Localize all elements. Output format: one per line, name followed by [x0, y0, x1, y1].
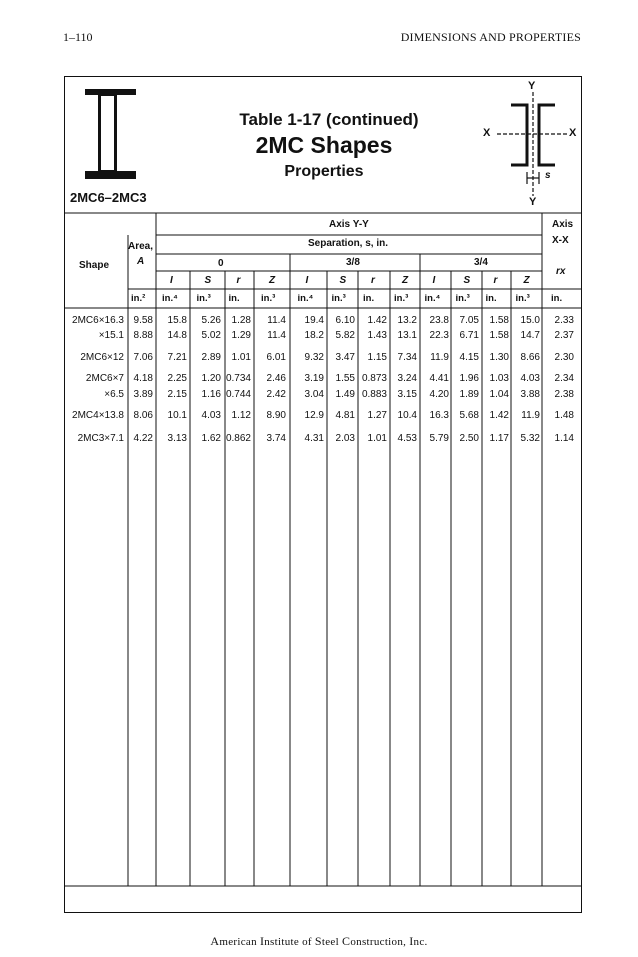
page-number: 1–110	[63, 30, 93, 44]
table-cell: 12.9	[304, 410, 324, 421]
property-header: r	[236, 275, 241, 286]
shape-designation: ×6.5	[104, 389, 124, 400]
table-cell: 11.4	[267, 315, 286, 326]
table-cell: 1.55	[335, 373, 355, 384]
table-cell: 4.31	[304, 433, 324, 444]
property-header: S	[339, 275, 347, 286]
table-cell: 2.30	[554, 352, 574, 363]
table-cell: 4.03	[520, 373, 540, 384]
table-cell: 14.8	[167, 330, 187, 341]
table-cell: 15.0	[520, 315, 540, 326]
unit-header: in.³	[196, 293, 211, 304]
table-cell: 1.49	[335, 389, 355, 400]
unit-header: in.³	[515, 293, 530, 304]
table-cell: 4.15	[459, 352, 479, 363]
table-cell: 3.24	[397, 373, 417, 384]
table-cell: 4.18	[133, 373, 153, 384]
table-cell: 5.02	[201, 330, 221, 341]
table-cell: 2.42	[266, 389, 286, 400]
unit-header: in.	[363, 293, 375, 304]
shape-designation: 2MC3×7.1	[77, 433, 124, 444]
table-cell: 1.27	[367, 410, 387, 421]
unit-header: in.⁴	[162, 293, 178, 304]
unit-header: in.	[228, 293, 240, 304]
table-cell: 3.88	[520, 389, 540, 400]
property-header: r	[371, 275, 375, 286]
table-cell: 7.34	[397, 352, 417, 363]
table-cell: 5.68	[459, 410, 479, 421]
table-cell: 3.47	[335, 352, 355, 363]
shape-designation: 2MC4×13.8	[72, 410, 124, 421]
shape-designation: ×15.1	[98, 330, 124, 341]
separation-header: Separation, s, in.	[308, 238, 389, 249]
table-cell: 2.03	[335, 433, 355, 444]
table-cell: 8.66	[520, 352, 540, 363]
table-cell: 2.25	[167, 373, 187, 384]
table-cell: 1.62	[201, 433, 221, 444]
sep-0-header: 0	[218, 258, 224, 269]
unit-header: in.	[551, 293, 563, 304]
table-cell: 7.06	[133, 352, 153, 363]
area-header: Area,	[128, 241, 154, 252]
table-cell: 4.20	[429, 389, 449, 400]
property-header: S	[463, 275, 471, 286]
table-cell: 5.26	[201, 315, 221, 326]
table-cell: 0.862	[225, 433, 251, 444]
property-header: Z	[523, 275, 530, 286]
table-cell: 7.21	[167, 352, 187, 363]
table-cell: 3.74	[266, 433, 286, 444]
table-cell: 0.744	[225, 389, 251, 400]
table-cell: 0.873	[361, 373, 387, 384]
x-axis-label-right: X	[569, 127, 577, 139]
shape-designation: 2MC6×12	[80, 352, 124, 363]
table-cell: 1.42	[367, 315, 387, 326]
table-cell: 10.1	[167, 410, 187, 421]
table-cell: 1.20	[201, 373, 221, 384]
table-cell: 4.81	[335, 410, 355, 421]
table-cell: 6.01	[266, 352, 286, 363]
table-cell: 5.32	[520, 433, 540, 444]
table-cell: 13.1	[397, 330, 417, 341]
table-cell: 23.8	[429, 315, 449, 326]
property-header: I	[170, 275, 173, 286]
table-cell: 3.15	[397, 389, 417, 400]
table-cell: 1.15	[367, 352, 387, 363]
table-cell: 16.3	[429, 410, 449, 421]
property-header: I	[305, 275, 309, 286]
table-cell: 2.46	[266, 373, 286, 384]
shape-title: 2MC Shapes	[255, 132, 393, 158]
axis-xx-header-1: Axis	[552, 219, 574, 230]
table-cell: 2.89	[201, 352, 221, 363]
unit-header: in.³	[394, 293, 409, 304]
table-subtitle: Properties	[284, 163, 364, 180]
property-header: Z	[269, 275, 276, 286]
table-cell: 1.58	[489, 330, 509, 341]
table-cell: 1.01	[231, 352, 251, 363]
table-cell: 5.82	[335, 330, 355, 341]
table-cell: 0.734	[225, 373, 251, 384]
table-cell: 4.41	[429, 373, 449, 384]
table-cell: 8.90	[266, 410, 286, 421]
property-header: S	[204, 275, 212, 286]
table-cell: 1.28	[231, 315, 251, 326]
table-cell: 22.3	[429, 330, 449, 341]
property-header: I	[432, 275, 436, 286]
table-cell: 0.883	[361, 389, 387, 400]
table-cell: 1.96	[459, 373, 479, 384]
table-cell: 1.58	[489, 315, 509, 326]
rx-header: rx	[556, 266, 566, 277]
table-cell: 15.8	[167, 315, 187, 326]
table-cell: 8.88	[133, 330, 153, 341]
x-axis-label-left: X	[483, 127, 491, 139]
table-cell: 1.48	[554, 410, 574, 421]
table-cell: 9.32	[304, 352, 324, 363]
table-cell: 1.16	[201, 389, 221, 400]
axis-xx-header-2: X-X	[552, 235, 569, 246]
table-cell: 3.13	[167, 433, 187, 444]
table-cell: 11.9	[521, 410, 540, 421]
table-cell: 2.15	[167, 389, 187, 400]
unit-header: in.⁴	[424, 293, 441, 304]
unit-header: in.³	[261, 293, 276, 304]
table-cell: 19.4	[304, 315, 324, 326]
table-cell: 3.89	[133, 389, 153, 400]
table-cell: 1.04	[489, 389, 509, 400]
table-cell: 7.05	[459, 315, 479, 326]
shape-designation: 2MC6×7	[85, 373, 124, 384]
table-cell: 2.33	[554, 315, 574, 326]
unit-header: in.³	[331, 293, 346, 304]
table-cell: 2.37	[554, 330, 574, 341]
sep-3-4-header: 3/4	[474, 257, 488, 268]
table-cell: 18.2	[304, 330, 324, 341]
table-cell: 11.9	[430, 352, 449, 363]
property-header: Z	[402, 275, 409, 286]
table-cell: 1.43	[367, 330, 387, 341]
table-cell: 14.7	[520, 330, 540, 341]
shape-range: 2MC6–2MC3	[70, 190, 147, 205]
table-cell: 13.2	[397, 315, 417, 326]
unit-header: in.⁴	[297, 293, 314, 304]
table-cell: 2.34	[554, 373, 574, 384]
unit-header: in.	[485, 293, 497, 304]
shape-designation: 2MC6×16.3	[72, 315, 124, 326]
table-cell: 4.53	[397, 433, 417, 444]
table-title: Table 1-17 (continued)	[239, 110, 419, 129]
table-cell: 6.71	[459, 330, 479, 341]
table-cell: 1.01	[367, 433, 387, 444]
unit-header: in.³	[455, 293, 470, 304]
table-cell: 1.42	[489, 410, 509, 421]
table-cell: 11.4	[267, 330, 286, 341]
y-axis-label-top: Y	[528, 80, 536, 92]
table-cell: 1.03	[489, 373, 509, 384]
section-title: DIMENSIONS AND PROPERTIES	[400, 30, 581, 44]
area-symbol: A	[137, 256, 145, 267]
table-cell: 5.79	[429, 433, 449, 444]
table-cell: 1.89	[459, 389, 479, 400]
unit-header: in.²	[131, 293, 146, 304]
table-cell: 8.06	[133, 410, 153, 421]
table-cell: 1.17	[489, 433, 509, 444]
table-cell: 1.12	[231, 410, 251, 421]
shape-header: Shape	[79, 260, 110, 271]
page-footer: American Institute of Steel Construction, Inc.	[210, 934, 428, 948]
table-cell: 1.30	[489, 352, 509, 363]
table-cell: 3.04	[304, 389, 324, 400]
table-cell: 1.14	[554, 433, 574, 444]
table-cell: 10.4	[397, 410, 417, 421]
axis-yy-header: Axis Y-Y	[329, 219, 369, 230]
s-label: s	[545, 170, 551, 181]
table-cell: 6.10	[335, 315, 355, 326]
table-cell: 2.38	[554, 389, 574, 400]
sep-3-8-header: 3/8	[346, 257, 360, 268]
y-axis-label-bottom: Y	[529, 196, 537, 208]
table-cell: 4.22	[133, 433, 153, 444]
table-cell: 9.58	[133, 315, 153, 326]
table-cell: 4.03	[201, 410, 221, 421]
table-cell: 2.50	[459, 433, 479, 444]
property-header: r	[493, 275, 498, 286]
table-cell: 3.19	[304, 373, 324, 384]
table-cell: 1.29	[231, 330, 251, 341]
